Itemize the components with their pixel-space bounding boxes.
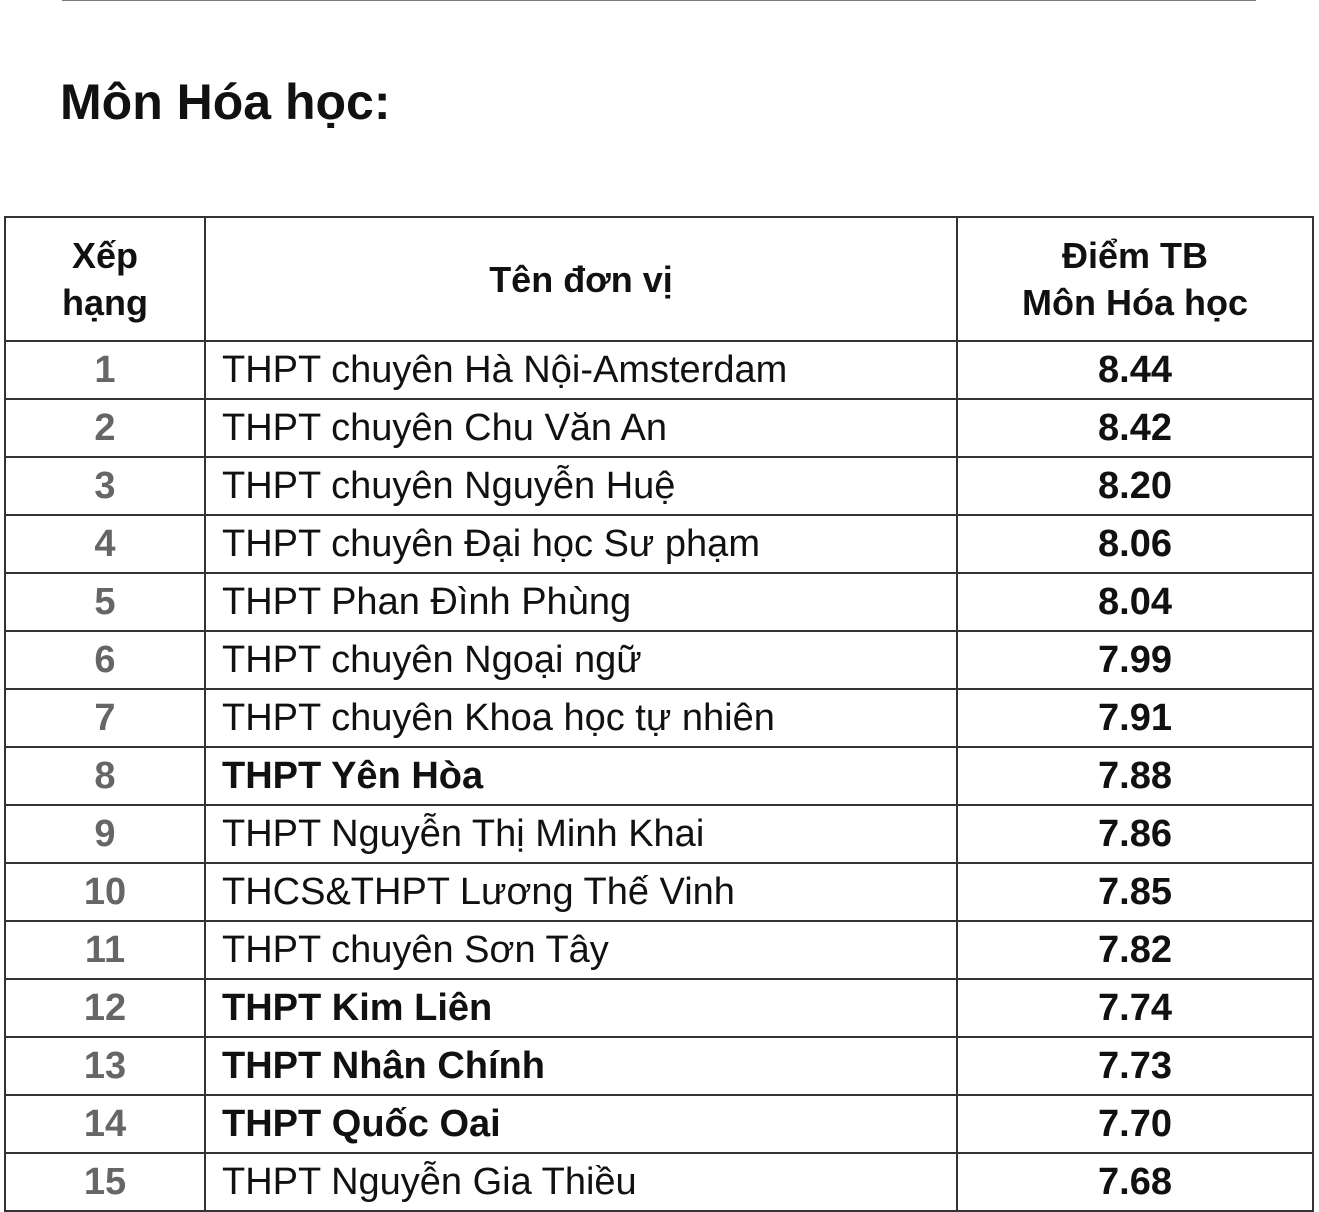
school-name-cell: THPT chuyên Ngoại ngữ <box>205 631 957 689</box>
rank-cell: 6 <box>5 631 205 689</box>
score-cell: 8.42 <box>957 399 1313 457</box>
header-score <box>957 217 1313 341</box>
table-row <box>5 399 1313 457</box>
table-row <box>5 515 1313 573</box>
rank-cell: 15 <box>5 1153 205 1211</box>
table-row <box>5 457 1313 515</box>
rank-cell: 7 <box>5 689 205 747</box>
score-cell: 7.91 <box>957 689 1313 747</box>
school-name-cell: THPT chuyên Sơn Tây <box>205 921 957 979</box>
score-cell: 7.85 <box>957 863 1313 921</box>
score-cell: 7.68 <box>957 1153 1313 1211</box>
table-row <box>5 747 1313 805</box>
table-body <box>5 341 1313 1211</box>
score-cell: 7.70 <box>957 1095 1313 1153</box>
table-row <box>5 979 1313 1037</box>
school-name-cell: THPT Nguyễn Gia Thiều <box>205 1153 957 1211</box>
table-row <box>5 921 1313 979</box>
table-row <box>5 1153 1313 1211</box>
score-cell: 7.99 <box>957 631 1313 689</box>
school-name-cell: THPT chuyên Hà Nội-Amsterdam <box>205 341 957 399</box>
score-cell: 8.44 <box>957 341 1313 399</box>
table-header <box>5 217 1313 341</box>
table-row <box>5 863 1313 921</box>
school-name-cell: THPT Nguyễn Thị Minh Khai <box>205 805 957 863</box>
school-name-cell: THPT chuyên Khoa học tự nhiên <box>205 689 957 747</box>
rank-cell: 14 <box>5 1095 205 1153</box>
header-rank-line1: Xếp <box>71 235 139 276</box>
rank-cell: 1 <box>5 341 205 399</box>
header-score-line1: Điểm TB <box>1061 235 1209 276</box>
school-name-cell: THPT chuyên Đại học Sư phạm <box>205 515 957 573</box>
table-row <box>5 573 1313 631</box>
score-cell: 8.04 <box>957 573 1313 631</box>
rank-cell: 5 <box>5 573 205 631</box>
rank-cell: 13 <box>5 1037 205 1095</box>
rank-cell: 4 <box>5 515 205 573</box>
table-row <box>5 1037 1313 1095</box>
rank-cell: 3 <box>5 457 205 515</box>
rank-cell: 11 <box>5 921 205 979</box>
rank-cell: 9 <box>5 805 205 863</box>
school-name-cell: THCS&THPT Lương Thế Vinh <box>205 863 957 921</box>
rank-cell: 2 <box>5 399 205 457</box>
rank-cell: 12 <box>5 979 205 1037</box>
header-name: Tên đơn vị <box>205 217 957 341</box>
school-name-cell: THPT Kim Liên <box>205 979 957 1037</box>
table-row <box>5 1095 1313 1153</box>
table-row <box>5 805 1313 863</box>
score-cell: 8.06 <box>957 515 1313 573</box>
score-cell: 7.82 <box>957 921 1313 979</box>
table-row <box>5 631 1313 689</box>
header-rank <box>5 217 205 341</box>
school-name-cell: THPT chuyên Nguyễn Huệ <box>205 457 957 515</box>
school-name-cell: THPT chuyên Chu Văn An <box>205 399 957 457</box>
school-name-cell: THPT Phan Đình Phùng <box>205 573 957 631</box>
page-title: Môn Hóa học: <box>60 74 391 130</box>
rank-cell: 10 <box>5 863 205 921</box>
score-cell: 8.20 <box>957 457 1313 515</box>
top-divider <box>62 0 1256 1</box>
ranking-table <box>4 216 1314 1212</box>
score-cell: 7.73 <box>957 1037 1313 1095</box>
header-rank-line2: hạng <box>62 282 148 323</box>
ranking-table-container <box>4 216 1314 1212</box>
table-row <box>5 689 1313 747</box>
rank-cell: 8 <box>5 747 205 805</box>
table-row <box>5 341 1313 399</box>
score-cell: 7.88 <box>957 747 1313 805</box>
header-row <box>5 217 1313 341</box>
header-score-line2: Môn Hóa học <box>1022 282 1248 323</box>
school-name-cell: THPT Quốc Oai <box>205 1095 957 1153</box>
school-name-cell: THPT Yên Hòa <box>205 747 957 805</box>
school-name-cell: THPT Nhân Chính <box>205 1037 957 1095</box>
score-cell: 7.74 <box>957 979 1313 1037</box>
score-cell: 7.86 <box>957 805 1313 863</box>
